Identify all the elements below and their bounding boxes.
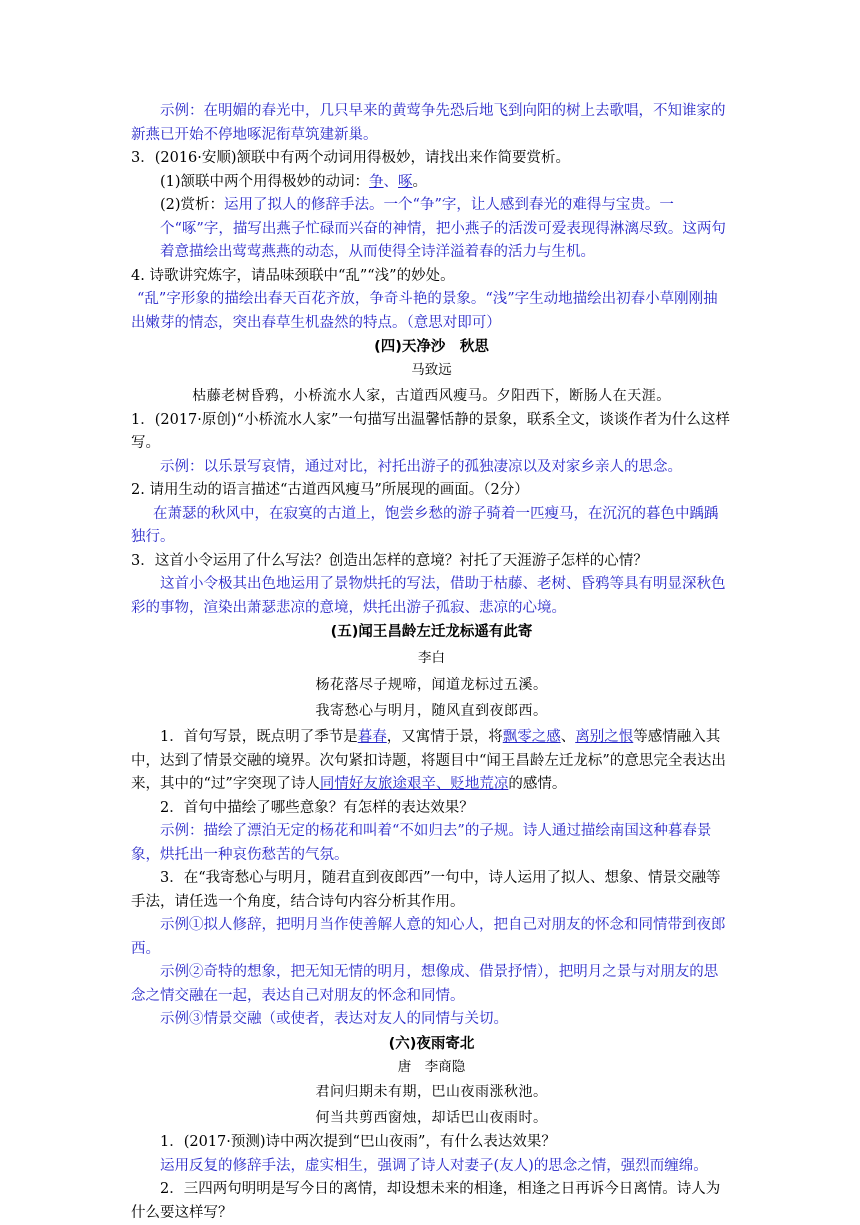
question-3-example-2: 示例②奇特的想象，把无知无情的明月，想像成、借景抒情），把明月之景与对朋友的思念之情交融在一起，表达自己对朋友的怀念和同情。 [131, 964, 719, 1004]
question-4: 4. 诗歌讲究炼字，请品味颈联中“乱”“浅”的妙处。 [131, 267, 455, 284]
question-2: 2．三四两句明明是写今日的离情，却设想未来的相逢，相逢之日再诉今日离情。诗人为什么要这样写？ [131, 1181, 721, 1221]
poem-author: 马致远 [411, 362, 452, 378]
question-1 [131, 726, 732, 797]
poem-line-1: 杨花落尽子规啼，闻道龙标过五溪。 [315, 677, 548, 693]
question-3: 3．在“我寄愁心与明月，随君直到夜郎西”一句中，诗人运用了拟人、想象、情景交融等手法，请任选一个角度，结合诗句内容分析其作用。 [131, 870, 721, 910]
question-3-example-3: 示例③情景交融（或使者，表达对友人的同情与关切。 [160, 1011, 508, 1027]
question-1-answer: 运用反复的修辞手法，虚实相生，强调了诗人对妻子(友人)的思念之情，强烈而缠绵。 [160, 1157, 708, 1174]
blank-answer-2: 飘零之感 [502, 729, 561, 745]
poem-line-2: 我寄愁心与明月，随风直到夜郎西。 [315, 703, 548, 719]
question-3: 3．(2016·安顺)颔联中有两个动词用得极妙，请找出来作简要赏析。 [131, 150, 571, 166]
question-2-answer: 在萧瑟的秋风中，在寂寞的古道上，饱尝乡愁的游子骑着一匹瘦马，在沉沉的暮色中踽踽独行。 [131, 505, 719, 545]
question-3-example-1: 示例①拟人修辞，把明月当作使善解人意的知心人，把自己对朋友的怀念和同情带到夜郎西。 [131, 917, 726, 957]
question-4-answer: “乱”字形象的描绘出春天百花齐放，争奇斗艳的景象。“浅”字生动地描绘出初春小草刚刚抽出嫩芽的情态，突出春草生机盎然的特点。（意思对即可） [131, 291, 718, 331]
question-1: 1．(2017·预测)诗中两次提到“巴山夜雨”，有什么表达效果？ [160, 1134, 556, 1150]
question-3-part-1 [131, 171, 732, 195]
question-2: 2. 请用生动的语言描述“古道西风瘦马”所展现的画面。（2分） [131, 482, 529, 498]
question-1-answer: 示例：以乐景写哀情，通过对比，衬托出游子的孤独凄凉以及对家乡亲人的思念。 [160, 458, 682, 475]
separator: 、 [383, 173, 399, 190]
end-mark: 。 [412, 173, 428, 190]
answer-word-2: 啄 [398, 173, 413, 190]
question-3: 3．这首小令运用了什么写法？创造出怎样的意境？衬托了天涯游子怎样的心情？ [131, 552, 648, 569]
poem-line-1: 君问归期未有期，巴山夜雨涨秋池。 [315, 1084, 548, 1100]
poem-text: 枯藤老树昏鸦，小桥流水人家，古道西风瘦马。夕阳西下，断肠人在天涯。 [192, 387, 671, 404]
question-2: 2．首句中描绘了哪些意象？有怎样的表达效果？ [160, 799, 474, 816]
answer-word-1: 争 [369, 173, 384, 190]
blank-answer-4: 同情好友旅途艰辛、贬地荒凉 [319, 776, 509, 792]
blank-answer-1: 暮春 [357, 729, 387, 745]
poem-line-2: 何当共剪西窗烛，却话巴山夜雨时。 [315, 1110, 548, 1126]
poem-author: 李白 [418, 650, 445, 666]
example-answer: 示例：在明媚的春光中，几只早来的黄莺争先恐后地飞到向阳的树上去歌唱，不知谁家的新燕已开始不停地啄泥衔草筑建新巢。 [131, 103, 726, 143]
section-title: (四)天净沙 秋思 [374, 339, 489, 355]
poem-author: 唐 李商隐 [397, 1058, 466, 1075]
answer: 运用了拟人的修辞手法。一个“争”字，让人感到春光的难得与宝贵。一个“啄”字，描写出燕子忙碌而兴奋的神情，把小燕子的活泼可爱表现得淋漓尽致。这两句着意描绘出莺莺燕燕的动态，从而使得全诗洋溢着春的活力与生机。 [160, 197, 726, 260]
question-3-part-2 [131, 194, 732, 265]
text: 、 [560, 729, 576, 745]
section-title: (六)夜雨寄北 [388, 1035, 475, 1052]
text: 1．首句写景，既点明了季节是 [160, 729, 358, 745]
text: 等感情融入其中，达到了情景交融的境界。次句紧扣诗题，将题目中“闻王昌龄左迁龙标”的意思完全表达出来，其中的“过”字突现了诗人 [131, 729, 726, 792]
text: ，又寓情于景，将 [386, 729, 503, 745]
question-3-answer: 这首小令极其出色地运用了景物烘托的写法，借助于枯藤、老树、昏鸦等具有明显深秋色彩的事物，渲染出萧瑟悲凉的意境，烘托出游子孤寂、悲凉的心境。 [131, 576, 726, 616]
question-2-answer: 示例：描绘了漂泊无定的杨花和叫着“不如归去”的子规。诗人通过描绘南国这种暮春景象，烘托出一种哀伤愁苦的气氛。 [131, 823, 712, 863]
section-title: (五)闻王昌龄左迁龙标遥有此寄 [330, 624, 533, 640]
text: 的感情。 [508, 776, 567, 792]
label: (2)赏析： [160, 197, 225, 213]
question-1: 1．(2017·原创)“小桥流水人家”一句描写出温馨恬静的景象，联系全文，谈谈作者为什么这样写。 [131, 411, 730, 451]
label: (1)颔联中两个用得极妙的动词： [160, 173, 370, 190]
blank-answer-3: 离别之恨 [575, 729, 634, 745]
